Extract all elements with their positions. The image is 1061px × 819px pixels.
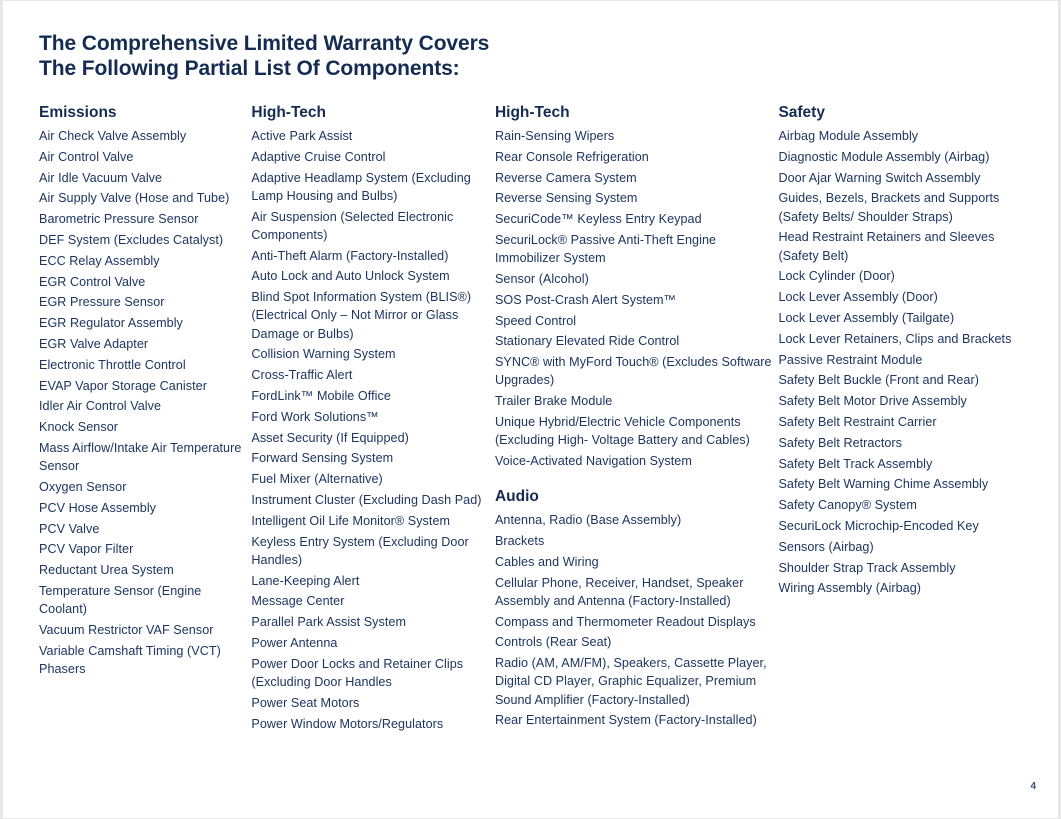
list-item: Instrument Cluster (Excluding Dash Pad) — [251, 492, 482, 507]
list-item: Lane-Keeping Alert — [251, 573, 360, 588]
list-item: Safety Belt Motor Drive Assembly — [778, 394, 967, 409]
list-item: Cross-Traffic Alert — [251, 368, 353, 383]
page-title-line-1: The Comprehensive Limited Warranty Covers — [39, 32, 490, 55]
list-item: Parallel Park Assist System — [251, 615, 406, 630]
list-item: Idler Air Control Valve — [39, 399, 162, 414]
list-item: Blind Spot Information System (BLIS®) (Electrical Only – Not Mirror or Glass Damage or Bulbs) — [251, 290, 472, 341]
list-item: Lock Lever Assembly (Tailgate) — [778, 310, 955, 325]
list-item: Active Park Assist — [251, 129, 353, 143]
component-list-audio — [495, 511, 779, 729]
page-number: 4 — [1030, 781, 1036, 792]
list-item: Airbag Module Assembly — [778, 129, 919, 143]
list-item: Air Supply Valve (Hose and Tube) — [39, 191, 230, 206]
list-item: Sensor (Alcohol) — [494, 271, 589, 286]
section-heading-high-tech-2: High-Tech — [494, 104, 570, 121]
page-title-line-2: The Following Partial List Of Components: — [39, 57, 460, 80]
list-item: Intelligent Oil Life Monitor® System — [251, 513, 451, 528]
list-item: Door Ajar Warning Switch Assembly — [778, 170, 981, 185]
list-item: PCV Hose Assembly — [39, 500, 157, 515]
list-item: Lock Cylinder (Door) — [778, 269, 895, 284]
list-item: Power Window Motors/Regulators — [251, 716, 444, 731]
list-item: Knock Sensor — [39, 420, 119, 435]
section-heading-safety: Safety — [778, 104, 825, 121]
list-item: Asset Security (If Equipped) — [251, 430, 409, 445]
list-item: Reductant Urea System — [39, 563, 174, 578]
list-item: Head Restraint Retainers and Sleeves (Safety Belt) — [778, 230, 995, 263]
list-item: Voice-Activated Navigation System — [494, 453, 692, 468]
list-item: Oxygen Sensor — [39, 479, 127, 494]
component-list-high-tech-2 — [495, 127, 779, 470]
list-item: Barometric Pressure Sensor — [39, 212, 199, 227]
list-item: Collision Warning System — [251, 347, 396, 362]
list-item: FordLink™ Mobile Office — [251, 388, 391, 403]
component-columns — [39, 103, 1022, 735]
list-item: Electronic Throttle Control — [39, 357, 186, 372]
column-high-tech-2 — [495, 103, 779, 732]
section-heading-high-tech-1: High-Tech — [251, 104, 326, 121]
list-item: Keyless Entry System (Excluding Door Handles) — [251, 534, 469, 567]
section-heading-emissions: Emissions — [39, 104, 117, 121]
list-item: Safety Belt Buckle (Front and Rear) — [778, 373, 979, 388]
list-item: Lock Lever Retainers, Clips and Brackets — [778, 331, 1012, 346]
list-item: SYNC® with MyFord Touch® (Excludes Software Upgrades) — [494, 355, 772, 388]
list-item: EGR Regulator Assembly — [39, 316, 183, 331]
list-item: Adaptive Cruise Control — [251, 149, 386, 164]
list-item: Trailer Brake Module — [494, 394, 613, 409]
list-item: Compass and Thermometer Readout Displays — [494, 614, 756, 629]
column-high-tech-1 — [251, 103, 495, 735]
list-item: SecuriLock Microchip-Encoded Key — [778, 518, 979, 533]
component-list-safety — [778, 127, 1022, 598]
list-item: ECC Relay Assembly — [39, 253, 160, 268]
page-content — [3, 1, 1058, 735]
list-item: SOS Post-Crash Alert System™ — [494, 292, 677, 307]
list-item: Reverse Camera System — [494, 170, 637, 185]
list-item: SecuriCode™ Keyless Entry Keypad — [494, 212, 702, 227]
list-item: Air Suspension (Selected Electronic Components) — [251, 209, 454, 242]
list-item: Air Check Valve Assembly — [39, 129, 187, 143]
list-item: Fuel Mixer (Alternative) — [251, 472, 383, 487]
list-item: Air Control Valve — [39, 149, 134, 164]
list-item: Diagnostic Module Assembly (Airbag) — [778, 149, 990, 164]
list-item: Reverse Sensing System — [494, 191, 638, 206]
list-item: Anti-Theft Alarm (Factory-Installed) — [251, 248, 449, 263]
column-emissions — [39, 103, 251, 681]
list-item: Cables and Wiring — [494, 554, 599, 569]
list-item: Cellular Phone, Receiver, Handset, Speaker Assembly and Antenna (Factory-Installed) — [494, 575, 744, 608]
list-item: Power Antenna — [251, 635, 338, 650]
list-item: Ford Work Solutions™ — [251, 409, 379, 424]
list-item: Shoulder Strap Track Assembly — [778, 560, 956, 575]
list-item: Rear Console Refrigeration — [494, 149, 649, 164]
list-item: PCV Vapor Filter — [39, 542, 134, 557]
list-item: Variable Camshaft Timing (VCT) Phasers — [39, 643, 221, 676]
list-item: Temperature Sensor (Engine Coolant) — [39, 583, 202, 617]
list-item: Safety Belt Track Assembly — [778, 456, 933, 471]
page-title — [39, 31, 1022, 81]
list-item: Stationary Elevated Ride Control — [494, 334, 680, 349]
list-item: Mass Airflow/Intake Air Temperature Sensor — [39, 440, 242, 474]
list-item: EGR Valve Adapter — [39, 336, 149, 351]
column-safety — [778, 103, 1022, 600]
list-item: Forward Sensing System — [251, 451, 394, 466]
list-item: Vacuum Restrictor VAF Sensor — [39, 622, 214, 637]
list-item: Air Idle Vacuum Valve — [39, 170, 163, 185]
list-item: Auto Lock and Auto Unlock System — [251, 269, 450, 284]
list-item: EGR Pressure Sensor — [39, 295, 165, 310]
list-item: Adaptive Headlamp System (Excluding Lamp Housing and Bulbs) — [251, 170, 471, 203]
component-list-emissions — [39, 127, 251, 678]
list-item: Radio (AM, AM/FM), Speakers, Cassette Player, Digital CD Player, Graphic Equalizer, Premium Sound Amplifier (Factory-Installed) — [494, 656, 767, 707]
list-item: Message Center — [251, 594, 345, 609]
list-item: Lock Lever Assembly (Door) — [778, 290, 938, 305]
list-item: Rain-Sensing Wipers — [494, 129, 615, 143]
list-item: Power Seat Motors — [251, 695, 360, 710]
list-item: Safety Belt Restraint Carrier — [778, 414, 937, 429]
section-heading-audio: Audio — [494, 488, 539, 506]
list-item: Wiring Assembly (Airbag) — [778, 581, 922, 596]
list-item: Guides, Bezels, Brackets and Supports (Safety Belts/ Shoulder Straps) — [778, 191, 1000, 224]
list-item: Antenna, Radio (Base Assembly) — [494, 513, 682, 528]
list-item: Rear Entertainment System (Factory-Installed) — [494, 713, 757, 728]
component-list-high-tech-1 — [251, 127, 495, 733]
list-item: Unique Hybrid/Electric Vehicle Components (Excluding High- Voltage Battery and Cables) — [494, 414, 750, 448]
list-item: SecuriLock® Passive Anti-Theft Engine Immobilizer System — [494, 232, 717, 266]
list-item: DEF System (Excludes Catalyst) — [39, 232, 224, 247]
list-item: Sensors (Airbag) — [778, 539, 874, 554]
list-item: Passive Restraint Module — [778, 352, 923, 367]
list-item: EVAP Vapor Storage Canister — [39, 378, 207, 393]
list-item: Safety Canopy® System — [778, 498, 917, 513]
list-item: Controls (Rear Seat) — [494, 635, 612, 650]
list-item: Speed Control — [494, 313, 577, 328]
list-item: Safety Belt Warning Chime Assembly — [778, 477, 989, 492]
list-item: EGR Control Valve — [39, 274, 146, 289]
list-item: Power Door Locks and Retainer Clips (Excluding Door Handles — [251, 656, 464, 689]
list-item: Brackets — [494, 533, 545, 548]
list-item: PCV Valve — [39, 521, 100, 536]
list-item: Safety Belt Retractors — [778, 435, 903, 450]
